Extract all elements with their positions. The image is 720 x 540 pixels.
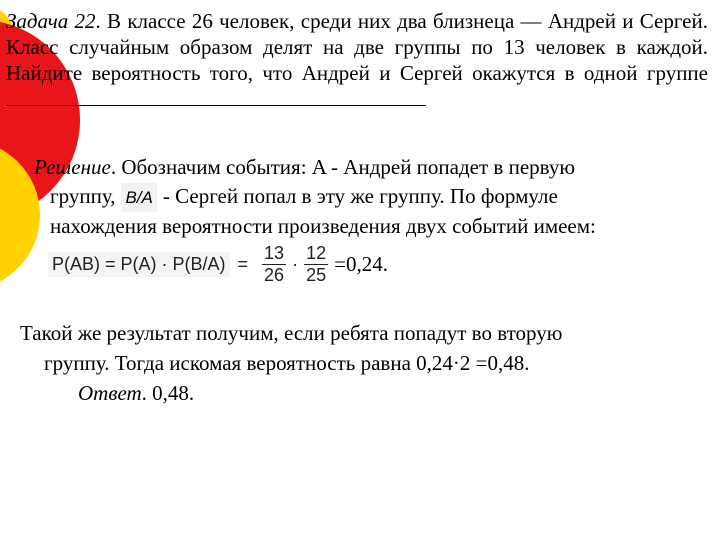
same-result-line2: группу. Тогда искомая вероятность равна 0,24·2 =0,48. [44, 351, 530, 375]
solution-line2 [34, 182, 694, 212]
formula-lhs: P(AB) = P(A) · P(B/A) [48, 252, 230, 277]
probability-formula [48, 238, 388, 290]
same-result-paragraph [20, 318, 700, 378]
answer-value: . 0,48. [141, 381, 195, 405]
answer [78, 381, 194, 406]
fraction-13-26 [262, 243, 286, 286]
problem-label: Задача 22 [6, 9, 96, 33]
fraction1-denominator: 26 [264, 264, 285, 285]
formula-result: =0,24. [334, 251, 388, 276]
fraction1-numerator: 13 [264, 242, 285, 263]
formula-multiply: · [292, 253, 299, 274]
answer-label: Ответ [78, 381, 142, 405]
problem-statement [6, 8, 708, 112]
same-result-line1: Такой же результат получим, если ребята попадут во вторую [20, 321, 563, 345]
fraction2-numerator: 12 [306, 242, 327, 263]
event-b-given-a: B/A [121, 183, 156, 212]
solution-line1: . Обозначим события: A - Андрей попадет в первую [110, 155, 576, 179]
solution-line3: нахождения вероятности произведения двух событий имеем: [50, 214, 596, 238]
fraction-12-25 [304, 243, 328, 286]
problem-text: . В классе 26 человек, среди них два близнеца — Андрей и Сергей. Класс случайным образом делят на две группы по 13 человек в каждой. Найдите вероятность того, что Андрей и Сергей окажутся в одной группе [6, 9, 708, 85]
solution-block [34, 153, 694, 241]
solution-line2-post: - Сергей попал в эту же группу. По формуле [162, 184, 558, 208]
solution-label: Решение [34, 155, 111, 179]
solution-line2-pre: группу, [50, 184, 116, 208]
answer-underline [6, 104, 426, 106]
formula-equals: = [237, 253, 249, 274]
fraction2-denominator: 25 [306, 264, 327, 285]
